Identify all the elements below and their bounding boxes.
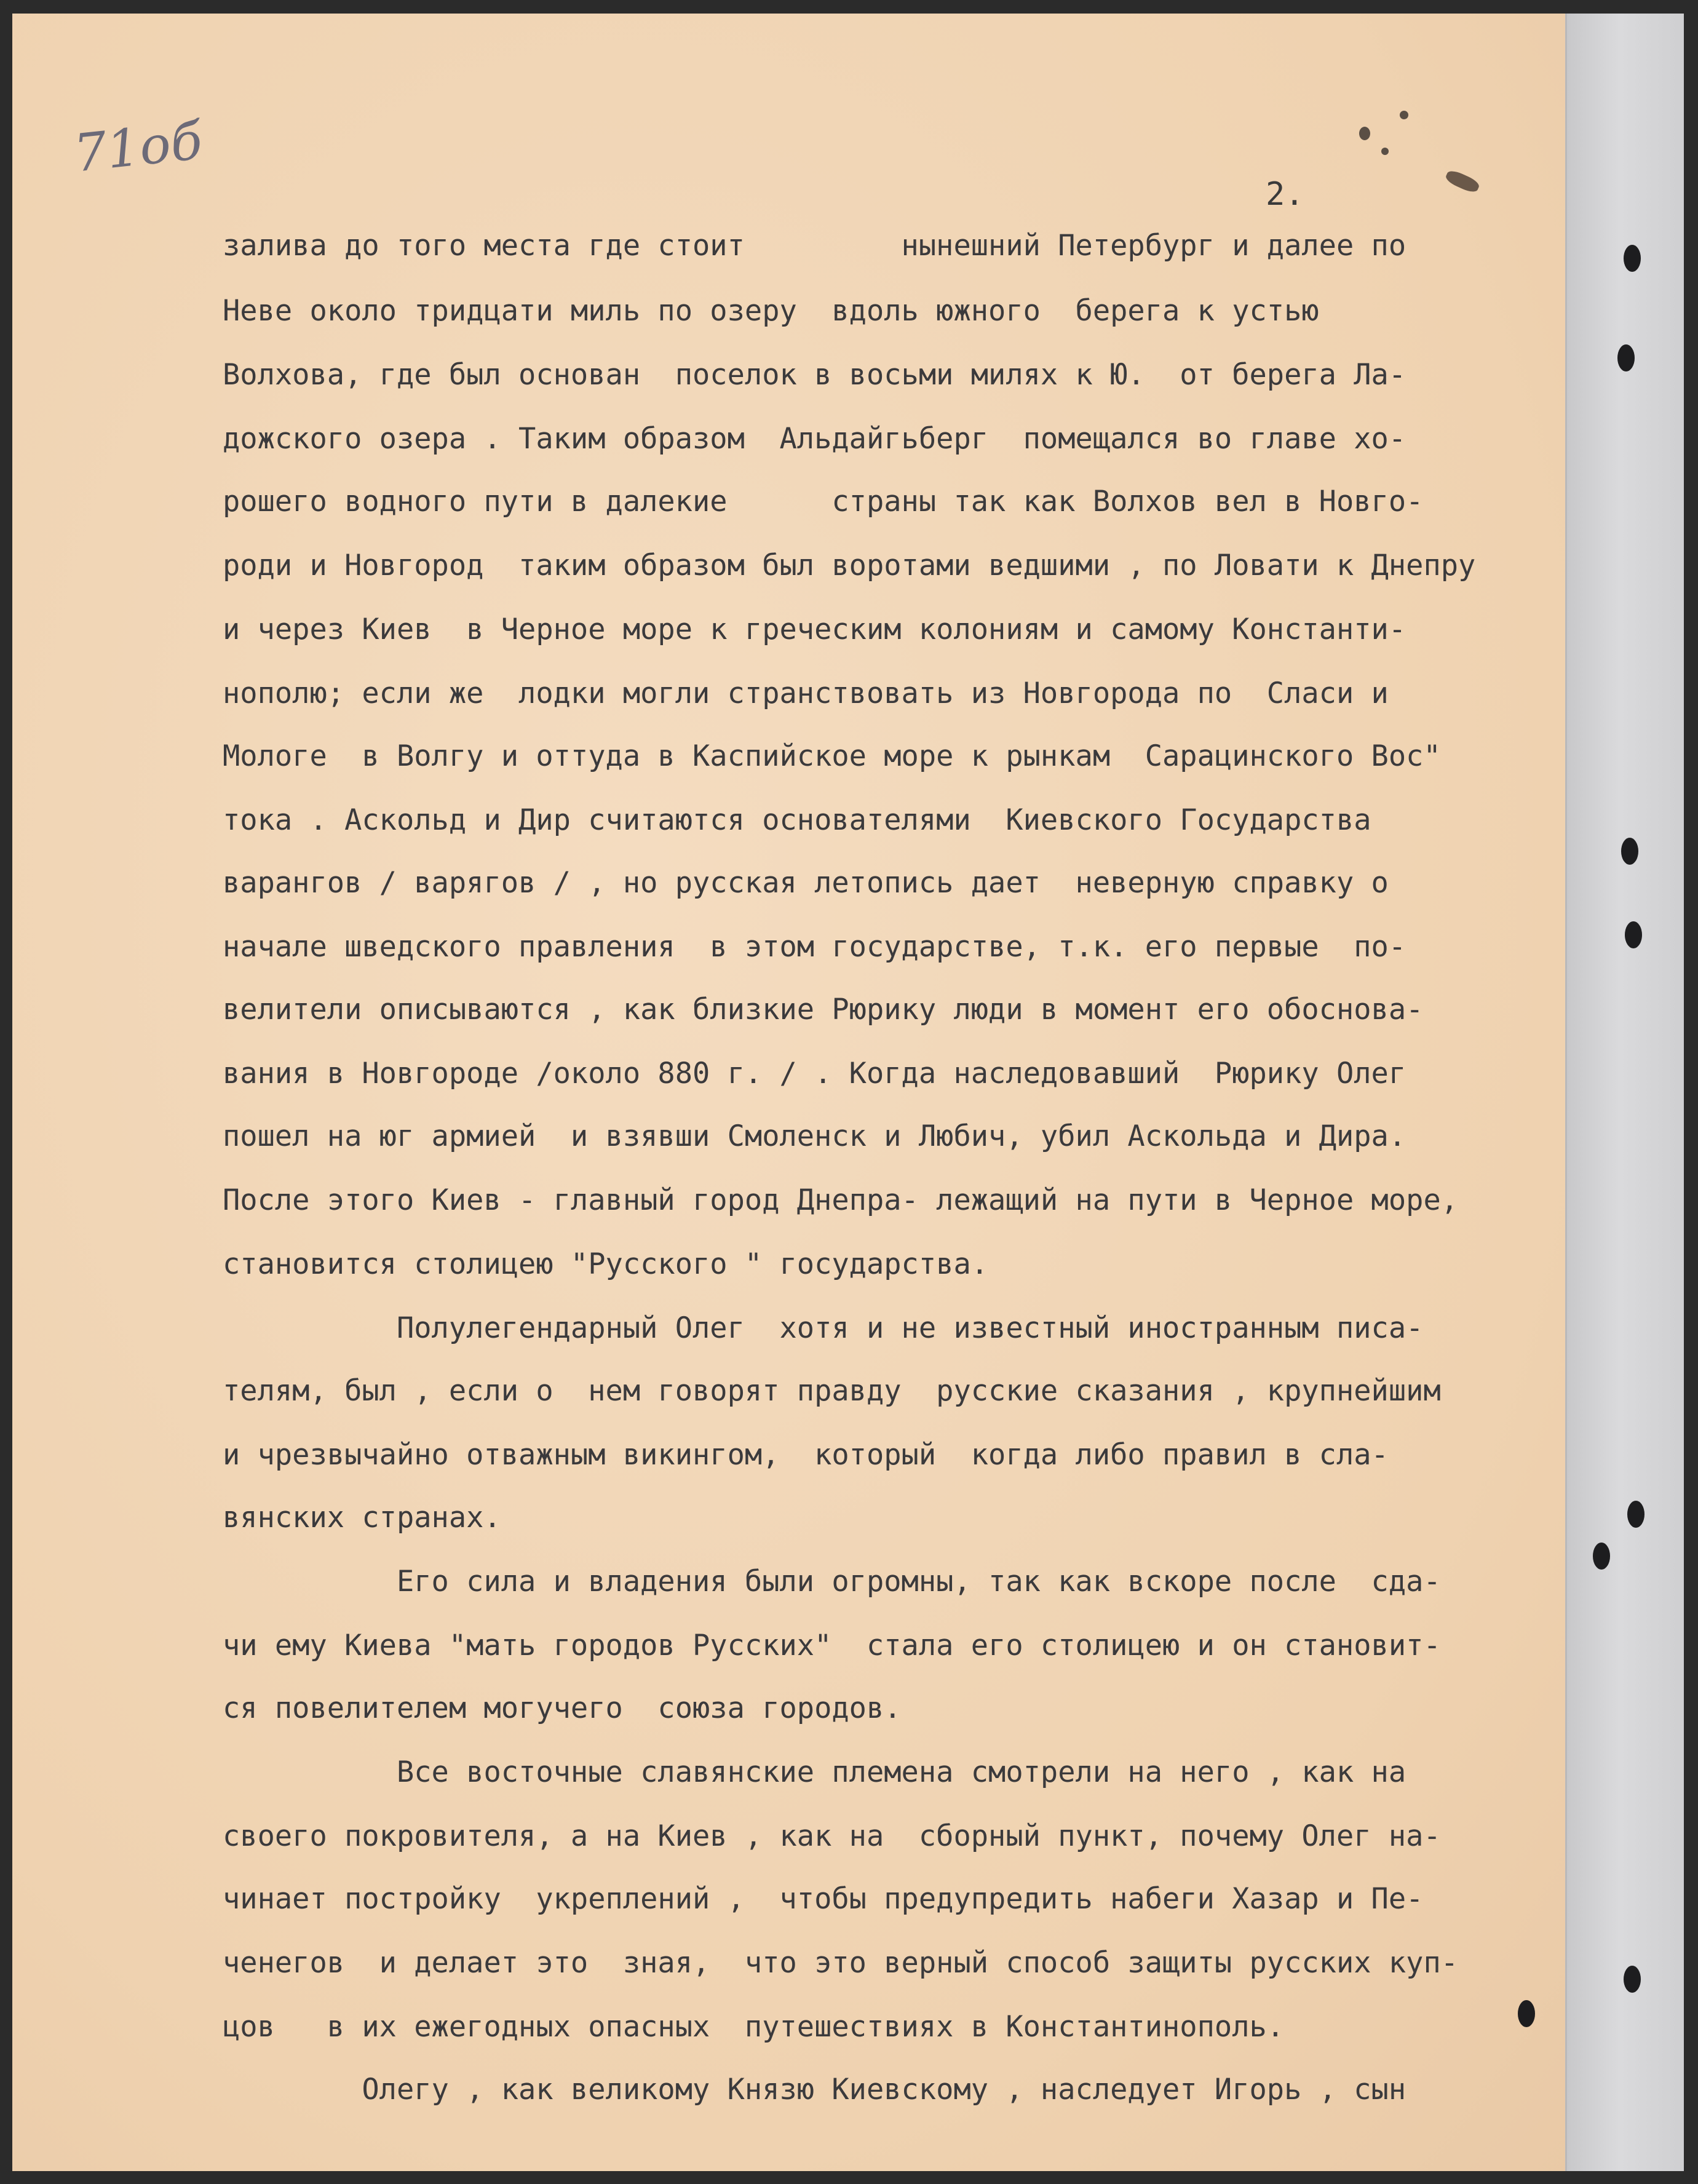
text-line: пошел на юг армией и взявши Смоленск и Любич, убил Аскольда и Дира. <box>223 1119 1406 1153</box>
ink-stain <box>1400 111 1408 119</box>
text-line: начале шведского правления в этом государстве, т.к. его первые по- <box>223 930 1406 964</box>
text-line: Неве около тридцати миль по озеру вдоль южного берега к устью <box>223 294 1319 328</box>
binding-hole <box>1627 1501 1644 1528</box>
ink-stain <box>1359 127 1370 140</box>
text-line: После этого Киев - главный город Днепра- лежащий на пути в Черное море, <box>223 1183 1459 1217</box>
text-line: и через Киев в Черное море к греческим колониям и самому Константи- <box>223 613 1406 646</box>
text-line: варангов / варягов / , но русская летопись дает неверную справку о <box>223 866 1389 900</box>
text-line: дожского озера . Таким образом Альдайгьберг помещался во главе хо- <box>223 422 1406 456</box>
text-line: залива до того места где стоит нынешний Петербург и далее по <box>223 229 1406 263</box>
text-line: тока . Аскольд и Дир считаются основателями Киевского Государства <box>223 803 1371 837</box>
text-line: и чрезвычайно отважным викингом, который когда либо правил в сла- <box>223 1438 1389 1472</box>
text-line: вянских странах. <box>223 1501 501 1535</box>
binding-hole <box>1617 344 1635 371</box>
text-line: телям, был , если о нем говорят правду русские сказания , крупнейшим <box>223 1374 1441 1408</box>
binding-hole <box>1624 1966 1641 1993</box>
text-line: Мологе в Волгу и оттуда в Каспийское море к рынкам Сарацинского Вос" <box>223 739 1441 773</box>
text-line: Олегу , как великому Князю Киевскому , наследует Игорь , сын <box>223 2073 1406 2107</box>
text-line: цов в их ежегодных опасных путешествиях в Константинополь. <box>223 2010 1285 2044</box>
text-line: рошего водного пути в далекие страны так как Волхов вел в Новго- <box>223 485 1424 518</box>
binding-hole <box>1621 838 1638 865</box>
text-line: вания в Новгороде /около 880 г. / . Когда наследовавший Рюрику Олег <box>223 1057 1406 1090</box>
text-line: чинает постройку укреплений , чтобы предупредить набеги Хазар и Пе- <box>223 1882 1424 1916</box>
text-line: чи ему Киева "мать городов Русских" стала его столицею и он становит- <box>223 1629 1441 1662</box>
text-line: становится столицею "Русского " государства. <box>223 1247 989 1281</box>
text-line: Волхова, где был основан поселок в восьми милях к Ю. от берега Ла- <box>223 358 1406 392</box>
paper-backing <box>1565 14 1684 2171</box>
text-line: нополю; если же лодки могли странствовать из Новгорода по Сласи и <box>223 677 1389 710</box>
text-line: ченегов и делает это зная, что это верный способ защиты русских куп- <box>223 1946 1459 1980</box>
archive-folio-mark: 71об <box>71 110 205 184</box>
ink-stain <box>1381 148 1389 155</box>
binding-hole <box>1518 2000 1535 2027</box>
text-line: велители описываются , как близкие Рюрику люди в момент его обоснова- <box>223 993 1424 1026</box>
binding-hole <box>1593 1543 1610 1570</box>
text-line: своего покровителя, а на Киев , как на сборный пункт, почему Олег на- <box>223 1819 1441 1853</box>
binding-hole <box>1624 245 1641 272</box>
text-line: роди и Новгород таким образом был воротами ведшими , по Ловати к Днепру <box>223 549 1476 582</box>
text-line: ся повелителем могучего союза городов. <box>223 1691 902 1725</box>
text-line: Его сила и владения были огромны, так как вскоре после сда- <box>223 1565 1441 1598</box>
text-line: Все восточные славянские племена смотрели на него , как на <box>223 1755 1406 1789</box>
text-line: Полулегендарный Олег хотя и не известный иностранным писа- <box>223 1311 1424 1345</box>
page-number: 2. <box>1266 176 1304 213</box>
binding-hole <box>1625 921 1642 948</box>
